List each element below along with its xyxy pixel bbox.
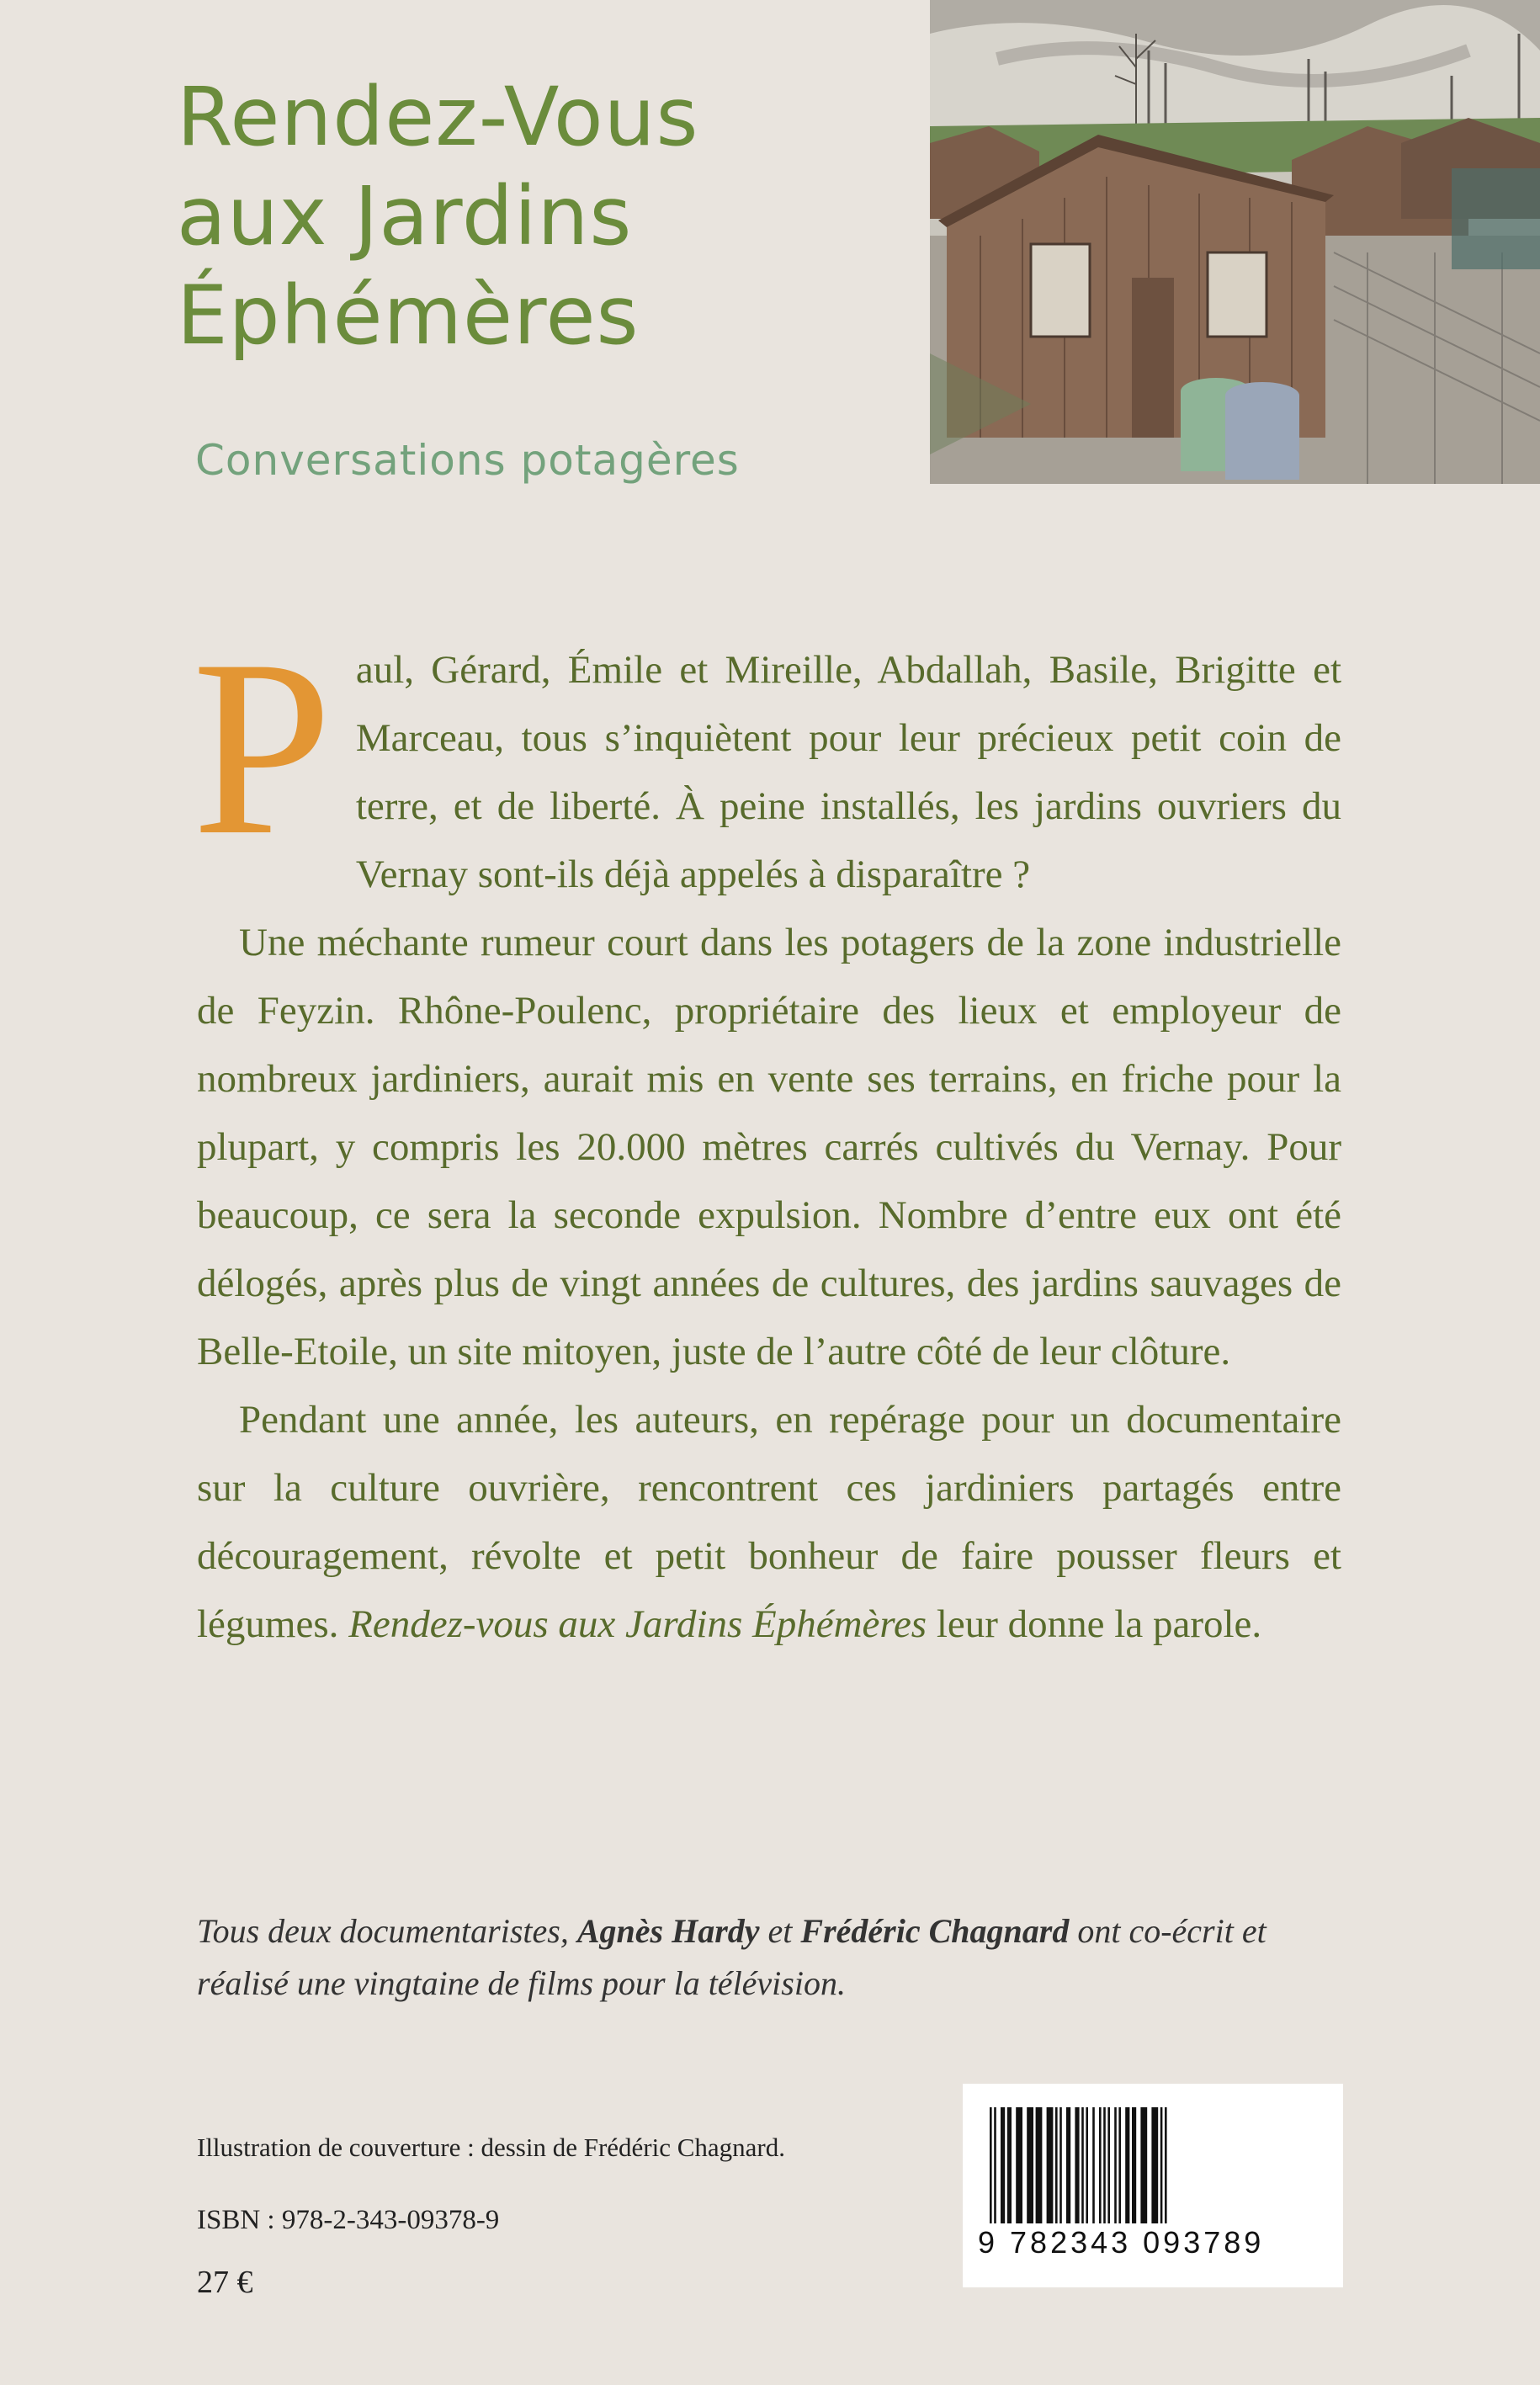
- drop-cap: P: [192, 608, 332, 887]
- barcode-bar: [1001, 2107, 1005, 2223]
- blurb-paragraph-3: [197, 1386, 1341, 1659]
- barcode-bar: [1118, 2107, 1121, 2223]
- barcode-bar: [1081, 2107, 1084, 2223]
- title-line-1: Rendez-Vous: [177, 70, 699, 164]
- barcode-bar: [1103, 2107, 1106, 2223]
- blurb-paragraph-2: Une méchante rumeur court dans les potagers de la zone industrielle de Feyzin. Rhône-Poulenc, propriétaire des lieux et employeur de nombreux jardiniers, aurait mis en vente ses terrains, en friche pour la plupart, y compris les 20.000 mètres carrés cultivés du Vernay. Pour beaucoup, ce sera la seconde expulsion. Nombre d’entre eux ont été délogés, après plus de vingt années de cultures, des jardins sauvages de Belle-Etoile, un site mitoyen, juste de l’autre côté de leur clôture.: [197, 921, 1341, 1373]
- paragraph-3-end: leur donne la parole.: [927, 1602, 1262, 1646]
- barcode-bar: [1132, 2107, 1136, 2223]
- book-title: [177, 67, 833, 365]
- barcode-bar: [1059, 2107, 1062, 2223]
- barcode-bar: [1016, 2107, 1022, 2223]
- barcode-bar: [1140, 2107, 1147, 2223]
- price: 27 €: [197, 2265, 253, 2300]
- barcode-bars: [986, 2107, 1323, 2225]
- paragraph-3-title: Rendez-vous aux Jardins Éphémères: [348, 1602, 927, 1646]
- illustration-credit: Illustration de couverture : dessin de Frédéric Chagnard.: [197, 2133, 785, 2162]
- blurb: [192, 608, 1341, 1659]
- barcode-bar: [1066, 2107, 1070, 2223]
- authors-middle: et: [759, 1912, 801, 1950]
- title-line-2: aux Jardins: [177, 169, 633, 263]
- barcode-bar: [1151, 2107, 1158, 2223]
- barcode-bar: [1125, 2107, 1129, 2223]
- barcode-bar: [1165, 2107, 1167, 2223]
- barcode-digits: 9 782343 093789: [978, 2225, 1265, 2260]
- book-subtitle: Conversations potagères: [195, 436, 740, 485]
- barcode-bar: [1036, 2107, 1043, 2223]
- barcode-bar: [1107, 2107, 1110, 2223]
- barcode-bar: [1086, 2107, 1088, 2223]
- barcode-bar: [1075, 2107, 1079, 2223]
- blurb-paragraph-1: [192, 608, 1341, 909]
- title-line-3: Éphémères: [177, 268, 640, 363]
- barcode-bar: [1092, 2107, 1095, 2223]
- barcode-bar: [1099, 2107, 1102, 2223]
- barcode-bar: [994, 2107, 996, 2223]
- author-1: Agnès Hardy: [576, 1912, 760, 1950]
- authors-bio: [197, 1905, 1358, 2010]
- authors-suffix: ont co-écrit et réalisé une vingtaine de films pour la télévision.: [197, 1912, 1267, 2002]
- barcode-bar: [990, 2107, 992, 2223]
- author-2: Frédéric Chagnard: [800, 1912, 1070, 1950]
- barcode-bar: [1160, 2107, 1163, 2223]
- paragraph-3-start: Pendant une année, les auteurs, en repérage pour un documentaire sur la culture ouvrière, rencontrent ces jardiniers partagés entre découragement, révolte et petit bonheur de faire pousser fleurs et légumes.: [197, 1398, 1341, 1646]
- authors-prefix: Tous deux documentaristes,: [197, 1912, 577, 1950]
- barcode-bar: [1114, 2107, 1117, 2223]
- barcode-bar: [1007, 2107, 1012, 2223]
- barcode-bar: [1027, 2107, 1033, 2223]
- cover-illustration: [930, 0, 1540, 484]
- barcode-bar: [1047, 2107, 1054, 2223]
- paragraph-1-text: aul, Gérard, Émile et Mireille, Abdallah, Basile, Brigitte et Marceau, tous s’inquiètent pour leur précieux petit coin de terre, et de liberté. À peine installés, les jardins ouvriers du Vernay sont-ils déjà appelés à disparaître ?: [355, 648, 1341, 896]
- barcode-bar: [1055, 2107, 1058, 2223]
- isbn: ISBN : 978-2-343-09378-9: [197, 2205, 500, 2235]
- barcode: [963, 2084, 1343, 2287]
